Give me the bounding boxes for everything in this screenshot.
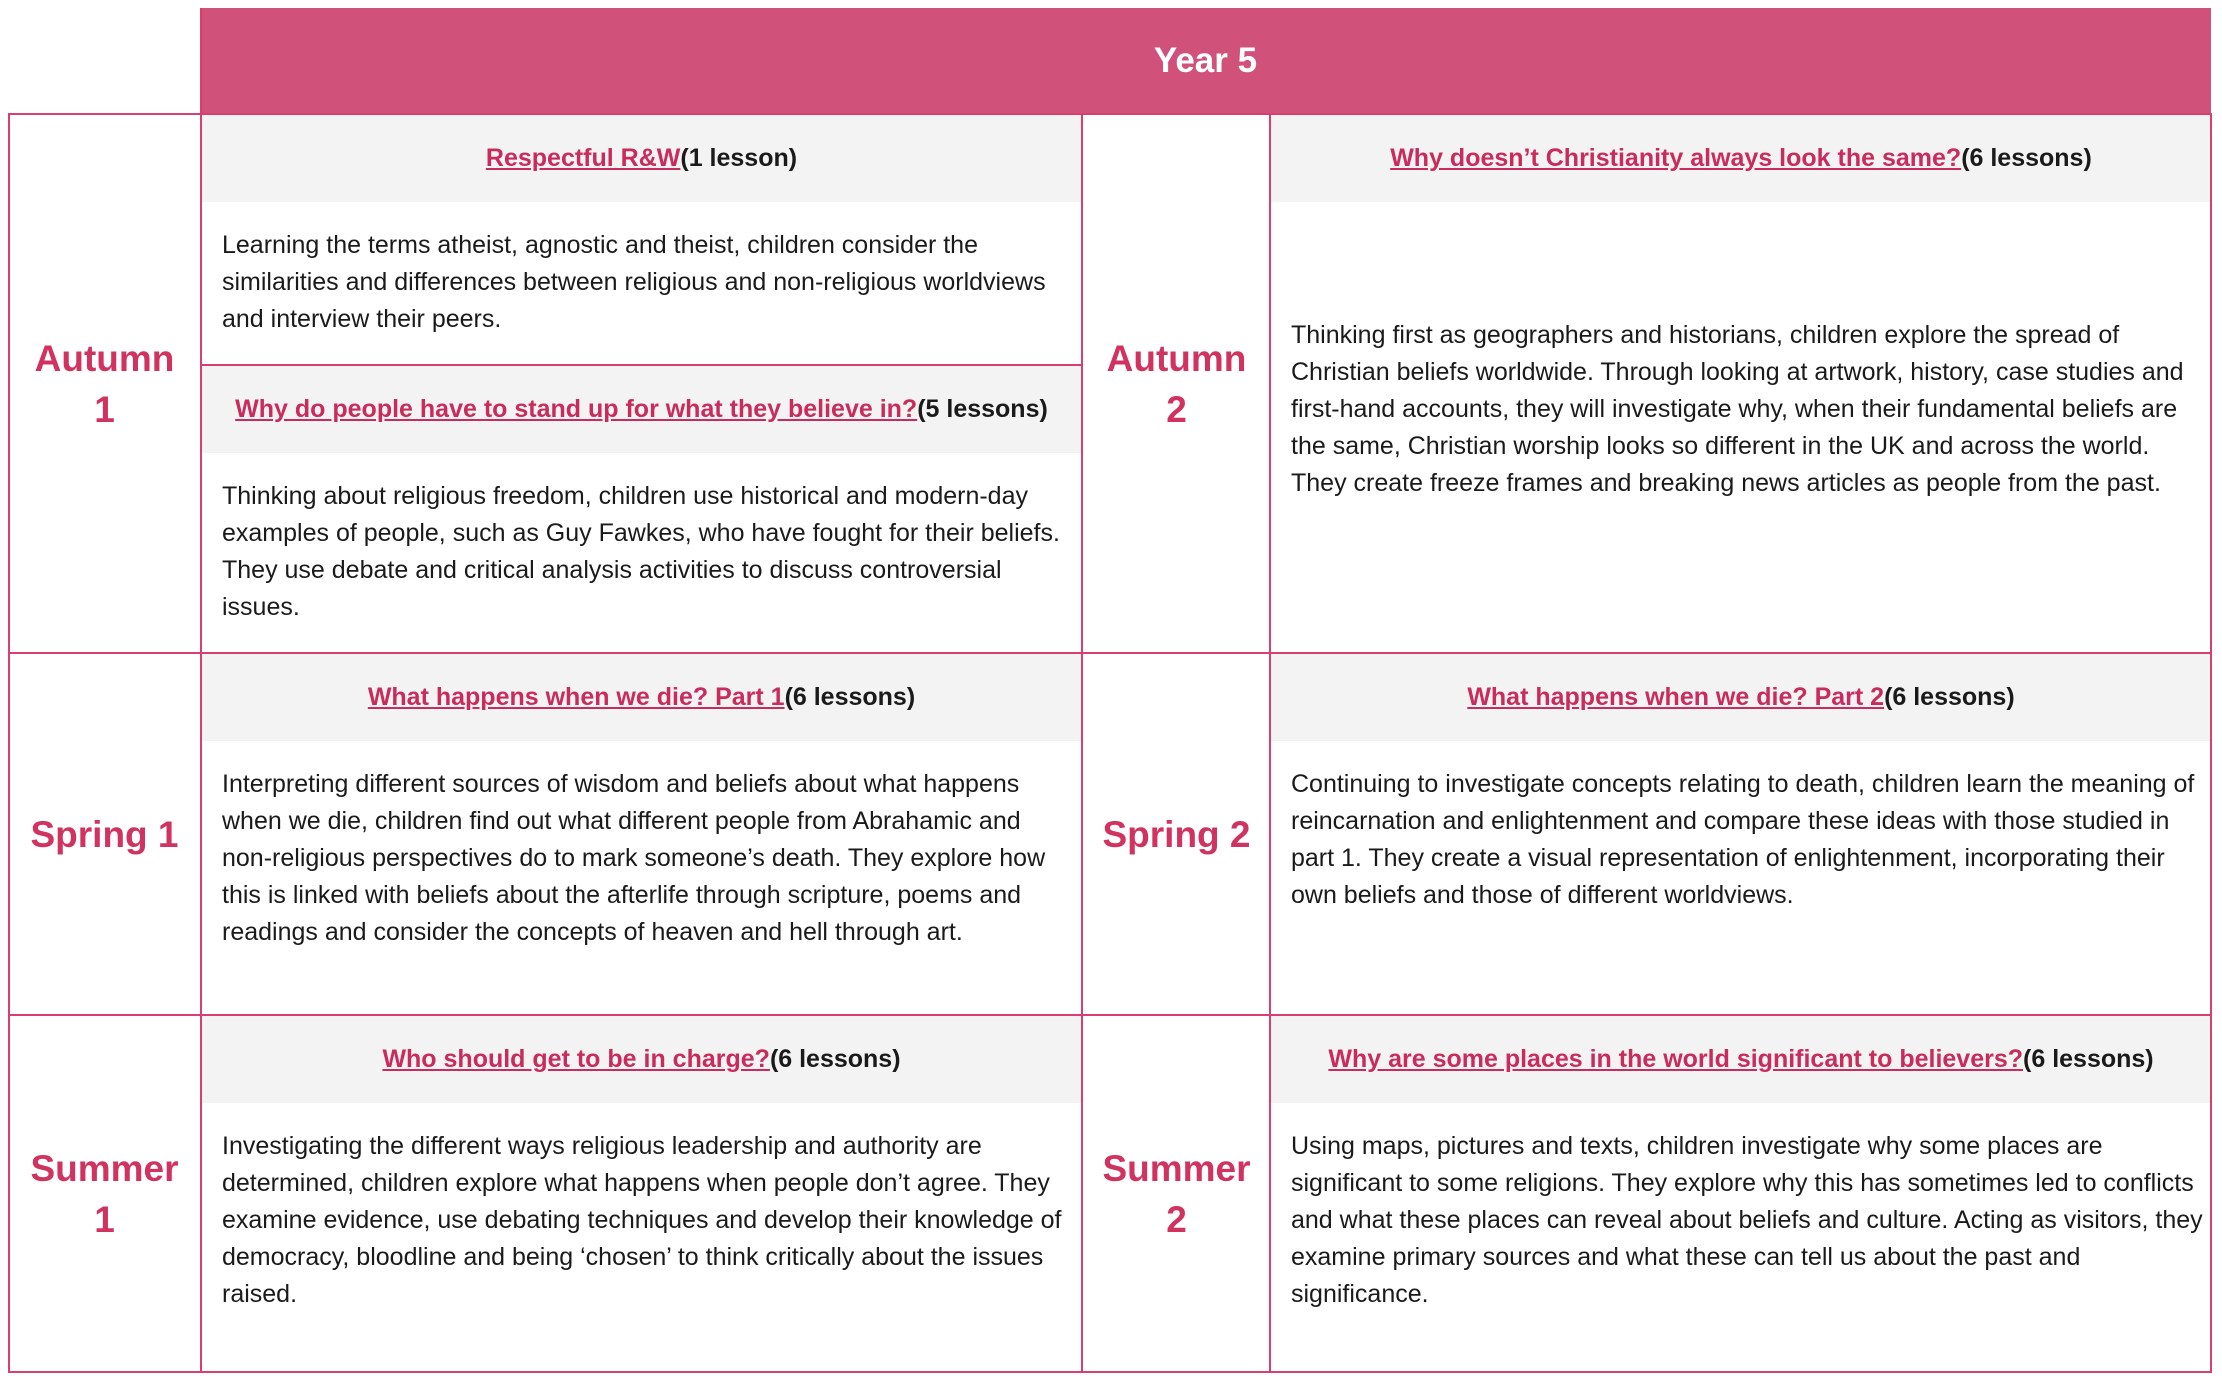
grid-right-border xyxy=(2210,113,2212,1373)
unit-title-spring-2 xyxy=(1271,654,2211,741)
row-divider-2 xyxy=(8,1014,2212,1016)
unit-description-autumn-1b: Thinking about religious freedom, children use historical and modern-day examples of people, such as Guy Fawkes, who have fought for their beliefs. They use debate and critical analysis activities to discuss controversial issues. xyxy=(222,482,1060,621)
grid-divider-1 xyxy=(200,113,202,1373)
unit-description-spring-1: Interpreting different sources of wisdom and beliefs about what happens when we die, children find out what different people from Abrahamic and non-religious perspectives do to mark someone’s death. They explore how this is linked with beliefs about the afterlife through scripture, poems and readings and consider the concepts of heaven and hell through art. xyxy=(222,770,1046,946)
unit-link-autumn-2[interactable]: Why doesn’t Christianity always look the same? xyxy=(1390,144,1962,172)
grid-divider-2 xyxy=(1081,113,1083,1373)
unit-title-autumn-1b xyxy=(201,366,1082,453)
unit-description-summer-2: Using maps, pictures and texts, children investigate why some places are significant to some religions. They explore why this has sometimes led to conflicts and what these places can reveal about beliefs and culture. Acting as visitors, they examine primary sources and what these can tell us about the past and significance. xyxy=(1291,1132,2203,1308)
lesson-count-spring-1: (6 lessons) xyxy=(784,683,916,711)
term-summer-2 xyxy=(1083,1015,1270,1372)
lesson-count-summer-1: (6 lessons) xyxy=(769,1045,901,1073)
term-summer-2-line1: Summer xyxy=(1102,1147,1251,1189)
header-left-border xyxy=(200,8,202,114)
unit-title-autumn-2 xyxy=(1271,115,2211,202)
term-spring-1-label: Spring 1 xyxy=(30,813,179,855)
grid-left-border xyxy=(8,113,10,1373)
year-title: Year 5 xyxy=(1153,41,1258,80)
unit-title-summer-1 xyxy=(201,1016,1082,1103)
unit-link-spring-2[interactable]: What happens when we die? Part 2 xyxy=(1467,683,1885,711)
term-autumn-1 xyxy=(9,114,200,653)
year-header xyxy=(200,8,2211,114)
row-divider-1 xyxy=(8,652,2212,654)
unit-description-autumn-1a: Learning the terms atheist, agnostic and theist, children consider the similarities and differences between religious and non-religious worldviews and interview their peers. xyxy=(222,231,1046,333)
unit-title-spring-1 xyxy=(201,654,1082,741)
term-autumn-1-line2: 1 xyxy=(94,388,115,430)
unit-link-summer-1[interactable]: Who should get to be in charge? xyxy=(382,1045,770,1073)
unit-link-autumn-1a[interactable]: Respectful R&W xyxy=(485,144,681,172)
unit-description-summer-1: Investigating the different ways religious leadership and authority are determined, children explore what happens when people don’t agree. They examine evidence, use debating techniques and develop their knowledge of democracy, bloodline and being ‘chosen’ to think critically about the issues raised. xyxy=(222,1132,1062,1308)
lesson-count-spring-2: (6 lessons) xyxy=(1884,683,2015,711)
lesson-count-summer-2: (6 lessons) xyxy=(2023,1045,2154,1073)
unit-title-autumn-1a xyxy=(201,115,1082,202)
term-spring-1 xyxy=(9,653,200,1015)
unit-description-autumn-2: Thinking first as geographers and historians, children explore the spread of Christian beliefs worldwide. Through looking at artwork, history, case studies and first-hand accounts, they will investigate why, when their fundamental beliefs are the same, Christian worship looks so different in the UK and across the world. They create freeze frames and breaking news articles as people from the past. xyxy=(1291,321,2184,497)
lesson-count-autumn-1b: (5 lessons) xyxy=(917,395,1048,423)
lesson-count-autumn-2: (6 lessons) xyxy=(1961,144,2092,172)
grid-bottom-border xyxy=(8,1371,2212,1373)
term-autumn-2-line1: Autumn xyxy=(1106,337,1247,379)
unit-link-autumn-1b[interactable]: Why do people have to stand up for what they believe in? xyxy=(235,395,918,423)
term-spring-2-label: Spring 2 xyxy=(1102,813,1251,855)
unit-description-spring-2: Continuing to investigate concepts relating to death, children learn the meaning of reincarnation and enlightenment and compare these ideas with those studied in part 1. They create a visual representation of enlightenment, incorporating their own beliefs and those of different worldviews. xyxy=(1291,770,2195,909)
term-autumn-2 xyxy=(1083,114,1270,653)
grid-top-border xyxy=(8,113,2212,115)
term-summer-1-line2: 1 xyxy=(94,1198,115,1240)
term-spring-2 xyxy=(1083,653,1270,1015)
term-summer-1-line1: Summer xyxy=(30,1147,179,1189)
term-summer-1 xyxy=(9,1015,200,1372)
grid-divider-3 xyxy=(1269,113,1271,1373)
term-autumn-2-line2: 2 xyxy=(1166,388,1187,430)
unit-link-spring-1[interactable]: What happens when we die? Part 1 xyxy=(367,683,785,711)
term-autumn-1-line1: Autumn xyxy=(34,337,175,379)
autumn-1-unit-divider xyxy=(200,364,1083,366)
term-summer-2-line2: 2 xyxy=(1166,1198,1187,1240)
unit-title-summer-2 xyxy=(1271,1016,2211,1103)
unit-link-summer-2[interactable]: Why are some places in the world significant to believers? xyxy=(1328,1045,2024,1073)
lesson-count-autumn-1a: (1 lesson) xyxy=(680,144,798,172)
